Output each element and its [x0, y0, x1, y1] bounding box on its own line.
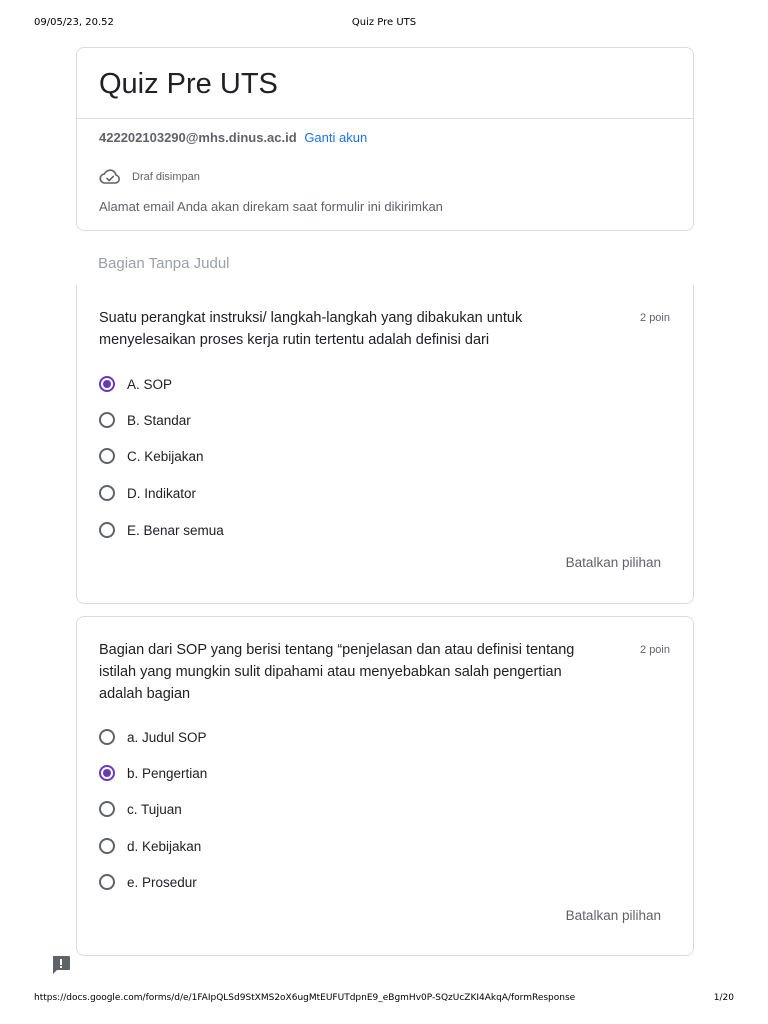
radio-button[interactable] [99, 801, 115, 817]
print-title: Quiz Pre UTS [351, 17, 417, 28]
option-b-pengertian[interactable] [99, 762, 207, 784]
email-note: Alamat email Anda akan direkam saat formulir ini dikirimkan [99, 199, 443, 214]
option-label: D. Indikator [127, 485, 197, 501]
option-b-standar[interactable] [99, 409, 191, 431]
draft-status-text: Draf disimpan [132, 171, 200, 183]
option-label: E. Benar semua [127, 522, 224, 538]
header-divider [77, 118, 693, 119]
form-header-card [76, 47, 694, 231]
option-label: b. Pengertian [127, 765, 208, 781]
option-e-prosedur[interactable] [99, 871, 197, 893]
print-date: 09/05/23, 20.52 [34, 17, 114, 28]
account-row [99, 130, 367, 145]
question-points: 2 poin [640, 312, 670, 324]
option-a-judul-sop[interactable] [99, 726, 207, 748]
radio-button[interactable] [99, 448, 115, 464]
option-label: c. Tujuan [127, 801, 182, 817]
radio-button[interactable] [99, 412, 115, 428]
feedback-icon[interactable] [50, 954, 72, 976]
switch-account-link[interactable]: Ganti akun [304, 130, 368, 145]
account-email: 422202103290@mhs.dinus.ac.id [99, 130, 297, 145]
radio-button-selected[interactable] [99, 765, 115, 781]
option-label: B. Standar [127, 412, 191, 428]
option-d-kebijakan[interactable] [99, 835, 201, 857]
clear-choice-button[interactable]: Batalkan pilihan [565, 555, 661, 570]
cloud-check-icon [99, 169, 121, 185]
question-text: Suatu perangkat instruksi/ langkah-langkah yang dibakukan untuk menyelesaikan proses kerja rutin tertentu adalah definisi dari [99, 310, 523, 348]
section-title: Bagian Tanpa Judul [98, 255, 230, 272]
print-page-number: 1/20 [713, 993, 734, 1003]
form-title: Quiz Pre UTS [99, 68, 278, 100]
print-footer [34, 993, 734, 1007]
option-e-benar-semua[interactable] [99, 519, 224, 541]
option-label: a. Judul SOP [127, 729, 207, 745]
print-header [34, 17, 734, 31]
radio-button[interactable] [99, 522, 115, 538]
radio-button[interactable] [99, 485, 115, 501]
option-label: d. Kebijakan [127, 838, 202, 854]
question-text: Bagian dari SOP yang berisi tentang “penjelasan dan atau definisi tentang istilah yang mungkin sulit dipahami atau menyebabkan salah pengertian adalah bagian [99, 642, 575, 702]
clear-choice-button[interactable]: Batalkan pilihan [565, 908, 661, 923]
option-a-sop[interactable] [99, 373, 172, 395]
option-label: A. SOP [127, 376, 173, 392]
radio-button[interactable] [99, 874, 115, 890]
question-card-2 [76, 616, 694, 956]
question-card-1 [76, 285, 694, 604]
print-url: https://docs.google.com/forms/d/e/1FAIpQLSd9StXMS2oX6ugMtEUFUTdpnE9_eBgmHv0P-SQzUcZKI4AkqA/formResponse [34, 993, 576, 1003]
radio-button[interactable] [99, 729, 115, 745]
option-c-kebijakan[interactable] [99, 445, 204, 467]
radio-button[interactable] [99, 838, 115, 854]
option-c-tujuan[interactable] [99, 798, 182, 820]
option-d-indikator[interactable] [99, 482, 196, 504]
radio-button-selected[interactable] [99, 376, 115, 392]
draft-status [99, 166, 200, 188]
option-label: e. Prosedur [127, 874, 197, 890]
question-points: 2 poin [640, 644, 670, 656]
option-label: C. Kebijakan [127, 448, 204, 464]
